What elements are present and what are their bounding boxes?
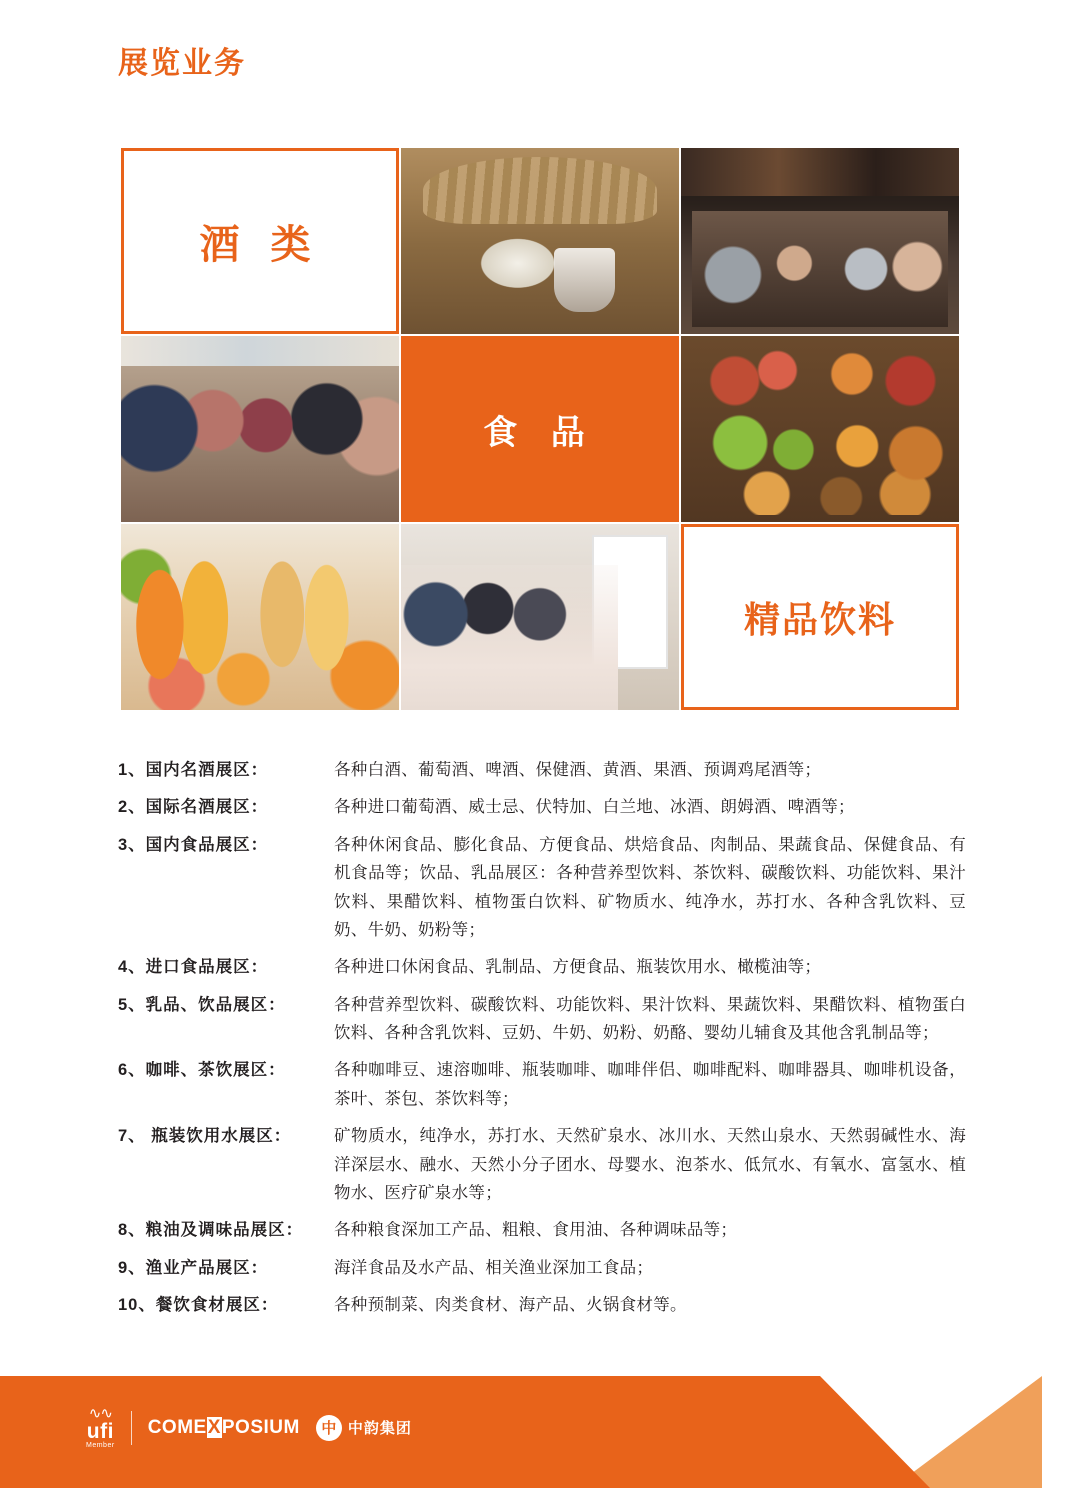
photo-dried-fruit-trays	[681, 336, 959, 522]
ufi-logo-sub: Member	[86, 1442, 115, 1449]
page-footer	[0, 1376, 1080, 1488]
comexposium-x: X	[207, 1416, 221, 1438]
zhonghui-logo-text: 中韵集团	[347, 1420, 412, 1437]
label-alcohol	[121, 148, 399, 334]
list-item	[118, 831, 966, 945]
list-item-desc: 各种咖啡豆、速溶咖啡、瓶装咖啡、咖啡伴侣、咖啡配料、咖啡器具、咖啡机设备， 茶叶、茶包、茶饮料等；	[334, 1061, 966, 1108]
list-item-desc: 各种进口葡萄酒、威士忌、伏特加、白兰地、冰酒、朗姆酒、啤酒等；	[334, 798, 855, 817]
list-item-term: 9、渔业产品展区：	[118, 1258, 269, 1277]
list-item-term: 4、进口食品展区：	[118, 958, 269, 977]
photo-wine-booth-image	[681, 148, 959, 334]
list-item-term: 3、国内食品展区：	[118, 835, 269, 854]
photo-coconut-booth	[401, 524, 679, 710]
list-item-term: 2、国际名酒展区：	[118, 798, 269, 817]
list-item-desc: 各种休闲食品、膨化食品、方便食品、烘焙食品、肉制品、果蔬食品、保健食品、有机食品等；饮品、乳品展区：各种营养型饮料、茶饮料、碳酸饮料、功能饮料、果汁饮料、果醋饮料、植物蛋白饮料、矿物质水、纯净水，苏打水、各种含乳饮料、豆奶、牛奶、奶粉等；	[334, 835, 966, 939]
list-item-desc: 各种预制菜、肉类食材、海产品、火锅食材等。	[334, 1296, 687, 1314]
photo-sake-pouring-image	[401, 148, 679, 334]
ufi-logo	[86, 1406, 115, 1449]
list-item-desc: 各种粮食深加工产品、粗粮、食用油、各种调味品等；	[334, 1221, 738, 1240]
label-food	[401, 336, 679, 522]
label-food-text: 食 品	[483, 413, 597, 452]
list-item-term: 5、乳品、饮品展区：	[118, 995, 286, 1014]
photo-dried-fruit-trays-image	[681, 336, 959, 522]
list-item-desc: 各种白酒、葡萄酒、啤酒、保健酒、黄酒、果酒、预调鸡尾酒等；	[334, 761, 822, 779]
label-premium-beverage	[681, 524, 959, 710]
footer-accent-triangle	[892, 1376, 1042, 1488]
comexposium-part-b: POSIUM	[221, 1416, 300, 1438]
list-item-desc: 各种进口休闲食品、乳制品、方便食品、瓶装饮用水、橄榄油等；	[334, 958, 822, 977]
exhibition-photo-grid	[121, 148, 959, 714]
list-item-term: 8、粮油及调味品展区：	[118, 1221, 304, 1240]
list-item	[118, 756, 966, 784]
photo-juice-drinks	[121, 524, 399, 710]
list-item	[118, 1291, 966, 1319]
list-item	[118, 1056, 966, 1113]
page-title: 展览业务	[118, 47, 246, 80]
photo-wine-booth	[681, 148, 959, 334]
photo-tasting-crowd-image	[121, 336, 399, 522]
comexposium-part-a: COME	[147, 1416, 207, 1438]
photo-tasting-crowd	[121, 336, 399, 522]
list-item-term: 1、国内名酒展区：	[118, 761, 269, 779]
list-item-term: 6、咖啡、茶饮展区：	[118, 1061, 286, 1080]
comexposium-logo	[148, 1417, 300, 1439]
photo-sake-pouring	[401, 148, 679, 334]
list-item-desc: 矿物质水，纯净水，苏打水、天然矿泉水、冰川水、天然山泉水、天然弱碱性水、海洋深层水、融水、天然小分子团水、母婴水、泡茶水、低氘水、有氧水、富氢水、植物水、医疗矿泉水等；	[334, 1127, 966, 1202]
list-item-desc: 各种营养型饮料、碳酸饮料、功能饮料、果汁饮料、果蔬饮料、果醋饮料、植物蛋白饮料、各种含乳饮料、豆奶、牛奶、奶粉、奶酪、婴幼儿辅食及其他含乳制品等；	[334, 995, 966, 1042]
list-item	[118, 793, 966, 821]
exhibition-zone-list	[118, 756, 966, 1328]
list-item-desc: 海洋食品及水产品、相关渔业深加工食品；	[334, 1258, 654, 1277]
list-item	[118, 991, 966, 1048]
list-item	[118, 1122, 966, 1207]
label-premium-beverage-text: 精品饮料	[743, 598, 896, 640]
list-item-term: 7、 瓶装饮用水展区：	[118, 1127, 292, 1146]
zhonghui-badge-icon: 中	[316, 1415, 342, 1441]
ufi-logo-name: ufi	[86, 1420, 114, 1443]
ufi-wave-icon: ∿∿	[88, 1405, 112, 1422]
list-item	[118, 953, 966, 981]
zhonghui-logo	[316, 1415, 412, 1441]
footer-divider	[131, 1411, 132, 1445]
photo-coconut-booth-image	[401, 524, 679, 710]
list-item-term: 10、餐饮食材展区：	[118, 1296, 279, 1314]
list-item	[118, 1216, 966, 1244]
footer-logos	[86, 1406, 412, 1449]
label-alcohol-text: 酒 类	[199, 222, 321, 267]
list-item	[118, 1254, 966, 1282]
photo-juice-drinks-image	[121, 524, 399, 710]
